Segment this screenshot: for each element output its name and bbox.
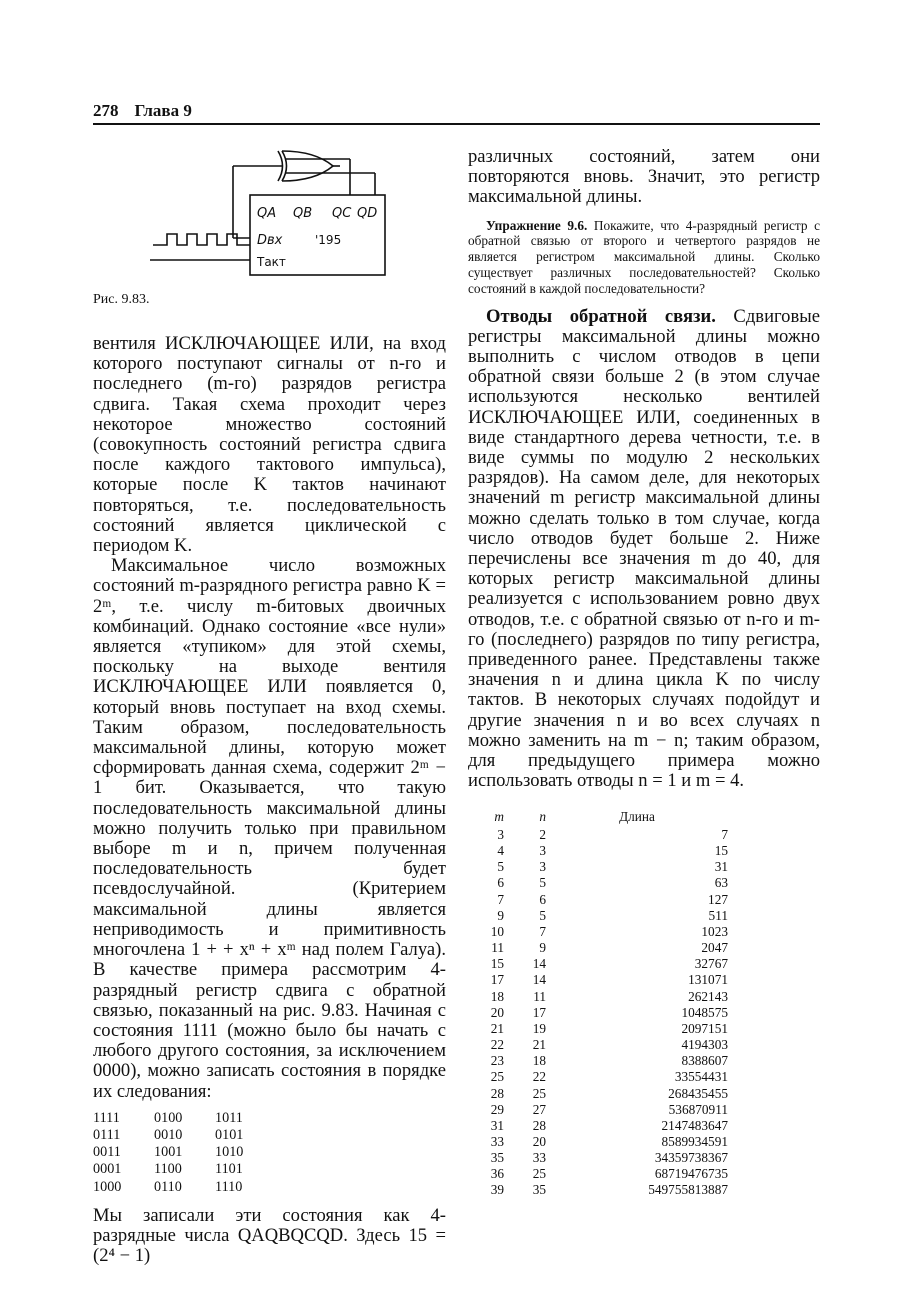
cell-length: 68719476735: [654, 1166, 728, 1182]
header-length: Длина: [619, 808, 655, 824]
cell-length: 4194303: [681, 1037, 728, 1053]
cell-n: 14: [532, 956, 546, 972]
cell-n: 2: [539, 827, 546, 842]
figure-caption: Рис. 9.83.: [93, 292, 150, 307]
cell-m: 39: [490, 1182, 504, 1198]
paragraph-1: вентиля ИСКЛЮЧАЮЩЕЕ ИЛИ, на вход которого поступают сигналы от n-го и последнего (m-го) разрядов регистра сдвига. Такая схема проходит через некоторое множество состояний (совокупность состояний регистра сдвига после каждого тактового импульса), которые после K тактов начинают повторяться, т.е. последовательность состояний является циклической с периодом K.: [93, 333, 446, 557]
cell-n: 35: [532, 1182, 546, 1198]
exercise-title: Упражнение 9.6.: [486, 217, 588, 233]
cell-m: 18: [490, 988, 504, 1004]
cell-n: 20: [532, 1133, 546, 1149]
table-row: [478, 1150, 728, 1166]
cell-m: 4: [497, 843, 504, 859]
table-row: [478, 892, 728, 908]
label-qb: QB: [293, 206, 313, 221]
cell-length: 8388607: [681, 1053, 728, 1069]
table-row: [478, 1182, 728, 1198]
cell-length: 262143: [688, 988, 728, 1004]
cell-m: 6: [497, 875, 504, 891]
max-length-table: [478, 807, 728, 1199]
table-row: [478, 859, 728, 875]
table-row: [478, 1069, 728, 1085]
label-qa: QA: [257, 206, 277, 221]
label-qd: QD: [357, 206, 378, 221]
table-row: [478, 940, 728, 956]
paragraph-2: Максимальное число возможных состояний m-разрядного регистра равно K = 2ᵐ, т.е. числу m-битовых двоичных комбинаций. Однако состояние «все нули» является «тупиком» для этой схемы, поскольку на выходе вентиля ИСКЛЮЧАЮЩЕЕ ИЛИ появляется 0, который вновь поступает на вход схемы. Таким образом, последовательность максимальной длины, которую может сформировать данная схема, содержит 2ᵐ − 1 бит. Оказывается, что такую последовательность максимальной длины можно получить только при правильном выборе m и n, причем полученная последовательность будет псевдослучайной. (Критерием максимальной длины является неприводимость и примитивность многочлена 1 + + xⁿ + xᵐ над полем Галуа). В качестве примера рассмотрим 4-разрядный регистр сдвига с обратной связью, показанный на рис. 9.83. Начиная с состояния 1111 (можно было бы начать с любого другого состояния, за исключением 0000), можно записать состояния в порядке их следования:: [93, 555, 446, 1102]
label-qc: QC: [332, 206, 352, 221]
table-row: [478, 1086, 728, 1102]
cell-n: 33: [532, 1150, 546, 1166]
exercise-text: Покажите, что 4-разрядный регистр с обратной связью от второго и четвертого разрядов не является регистром максимальной длины. Сколько существует различных последовательностей? Сколько состояний в каждой последовательности?: [468, 217, 821, 296]
cell-m: 25: [490, 1069, 504, 1085]
cell-n: 5: [539, 907, 546, 923]
states-row: 0011 1001 1010: [93, 1144, 244, 1161]
cell-m: 9: [497, 907, 504, 923]
table-row: [478, 1102, 728, 1118]
cell-n: 3: [539, 859, 546, 875]
cell-length: 33554431: [674, 1069, 728, 1085]
label-clock: Такт: [257, 255, 286, 269]
cell-n: 28: [532, 1117, 546, 1133]
cell-m: 23: [490, 1053, 504, 1069]
cell-length: 32767: [694, 956, 728, 972]
cell-length: 2097151: [681, 1020, 728, 1036]
cell-n: 17: [532, 1004, 546, 1020]
label-chip: '195: [315, 233, 342, 247]
table-row: [478, 1118, 728, 1134]
cell-m: 22: [490, 1037, 504, 1053]
section-title: Отводы обратной связи.: [486, 305, 716, 327]
states-row: 1000 0110 1110: [93, 1178, 243, 1195]
cell-n: 25: [532, 1166, 546, 1182]
cell-m: 28: [490, 1085, 504, 1101]
cell-m: 20: [490, 1004, 504, 1020]
table-row: [478, 1134, 728, 1150]
page-number: 278: [93, 101, 119, 120]
table-row: [478, 875, 728, 891]
cell-m: 11: [491, 940, 504, 956]
cell-n: 21: [532, 1037, 546, 1053]
table-row: [478, 827, 728, 843]
cell-n: 14: [532, 972, 546, 988]
states-table: [93, 1110, 243, 1196]
table-row: [478, 956, 728, 972]
cell-m: 17: [490, 972, 504, 988]
cell-n: 11: [533, 988, 546, 1004]
table-row: [478, 1053, 728, 1069]
cell-length: 1048575: [681, 1004, 728, 1020]
table-row: [478, 1166, 728, 1182]
cell-length: 7: [721, 827, 728, 842]
header-rule: [93, 123, 820, 125]
cell-length: 127: [708, 891, 728, 907]
page-header: [93, 101, 820, 123]
cell-n: 7: [539, 923, 546, 939]
label-din: Dвх: [257, 233, 283, 248]
cell-n: 18: [532, 1053, 546, 1069]
exercise-9-6: [468, 218, 820, 297]
cell-m: 3: [497, 827, 504, 842]
left-column: [93, 334, 446, 1266]
cell-n: 9: [539, 940, 546, 956]
cell-m: 31: [490, 1117, 504, 1133]
cell-length: 31: [714, 859, 728, 875]
table-body: [478, 827, 728, 1199]
cell-length: 549755813887: [648, 1182, 728, 1198]
cell-n: 22: [532, 1069, 546, 1085]
xor-gate-body: [282, 151, 333, 181]
cell-n: 25: [532, 1085, 546, 1101]
table-row: [478, 1037, 728, 1053]
header-m: m: [494, 808, 504, 824]
table-row: [478, 924, 728, 940]
cell-length: 268435455: [668, 1085, 728, 1101]
section-text: Сдвиговые регистры максимальной длины можно выполнить с числом отводов в цепи обратной связи больше 2 (в этом случае используются несколько вентилей ИСКЛЮЧАЮЩЕЕ ИЛИ, соединенных в виде стандартного дерева четности, т.е. в виде суммы по модулю 2 нескольких разрядов). На самом деле, для некоторых значений m регистр максимальной длины можно сделать только в том случае, когда число отводов будет больше 2. Ниже перечислены все значения m до 40, для которых регистр максимальной длины реализуется с использованием ровно двух отводов, т.е. с обратной связью от n-го и m-го (последнего) разрядов по типу регистра, приведенного ранее. Представлены также значения n и длина цикла K по числу тактов. В некоторых случаях подойдут и другие значения n и во всех случаях n можно заменить на m − n; таким образом, для предыдущего примера можно использовать отводы n = 1 и m = 4.: [468, 305, 820, 792]
table-header: [478, 807, 728, 827]
cell-m: 7: [497, 891, 504, 907]
cell-length: 8589934591: [661, 1133, 728, 1149]
table-row: [478, 908, 728, 924]
cell-length: 1023: [701, 923, 728, 939]
cell-n: 19: [532, 1020, 546, 1036]
cell-m: 5: [497, 859, 504, 875]
states-row: 1111 0100 1011: [93, 1109, 243, 1126]
cell-m: 33: [490, 1133, 504, 1149]
cell-length: 2047: [701, 940, 728, 956]
states-row: 0111 0010 0101: [93, 1126, 244, 1143]
section-feedback-taps: [468, 307, 820, 792]
table-row: [478, 843, 728, 859]
cell-length: 536870911: [668, 1101, 728, 1117]
cell-m: 29: [490, 1101, 504, 1117]
paragraph-3: Мы записали эти состояния как 4-разрядные числа QAQBQCQD. Здесь 15 = (2⁴ − 1): [93, 1204, 446, 1267]
cell-n: 6: [539, 891, 546, 907]
cell-m: 21: [490, 1020, 504, 1036]
header-n: n: [539, 808, 546, 824]
cell-length: 2147483647: [661, 1117, 728, 1133]
cell-m: 35: [490, 1150, 504, 1166]
cell-length: 34359738367: [654, 1150, 728, 1166]
states-row: 0001 1100 1101: [93, 1161, 243, 1178]
cell-length: 63: [714, 875, 728, 891]
cell-m: 15: [490, 956, 504, 972]
paragraph-0: различных состояний, затем они повторяются вновь. Значит, это регистр максимальной длины.: [468, 146, 820, 208]
cell-m: 10: [490, 923, 504, 939]
table-row: [478, 972, 728, 988]
cell-length: 15: [714, 843, 728, 859]
shift-register-diagram: [145, 143, 395, 283]
table-row: [478, 1021, 728, 1037]
table-row: [478, 1005, 728, 1021]
cell-n: 27: [532, 1101, 546, 1117]
cell-m: 36: [490, 1166, 504, 1182]
chapter-title: Глава 9: [134, 101, 192, 120]
cell-length: 131071: [688, 972, 728, 988]
cell-n: 3: [539, 843, 546, 859]
cell-length: 511: [708, 907, 728, 923]
right-column: [468, 147, 820, 791]
table-row: [478, 989, 728, 1005]
cell-n: 5: [539, 875, 546, 891]
clock-waveform: [153, 234, 250, 245]
